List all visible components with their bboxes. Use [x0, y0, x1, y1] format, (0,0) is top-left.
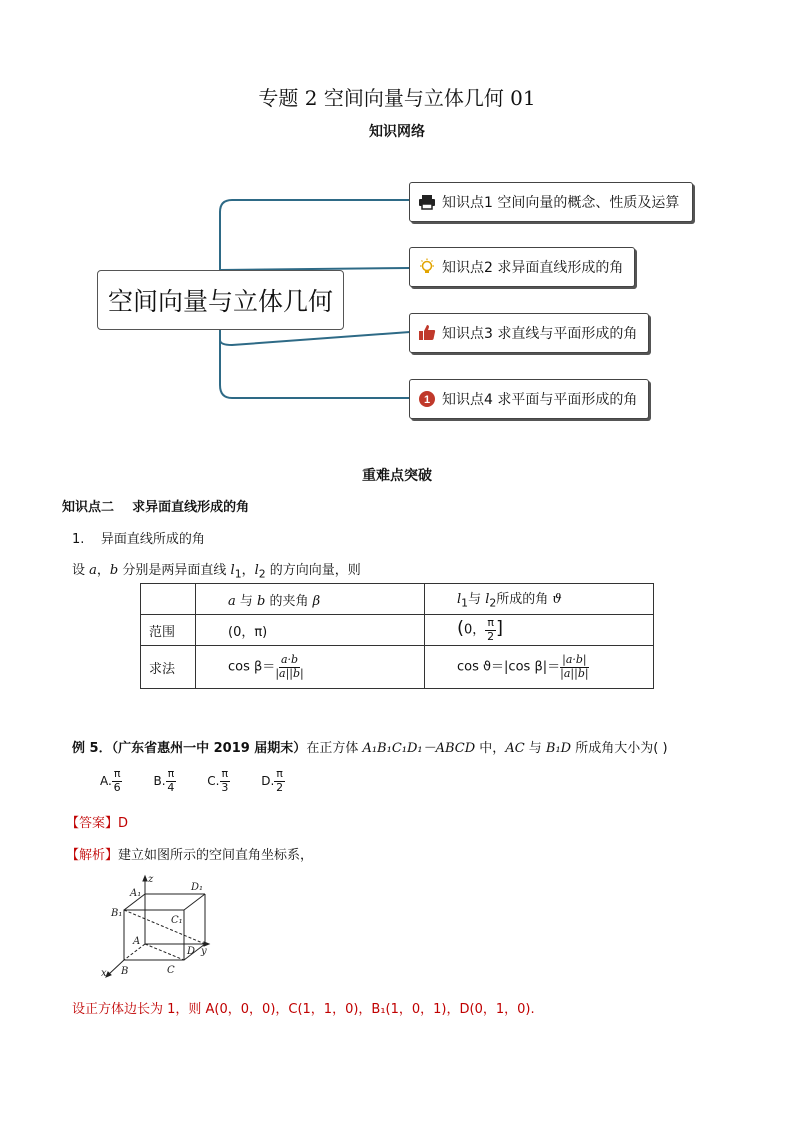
axis-label-x: x	[101, 968, 107, 979]
formula-prefix: cos ϑ＝|cos β|＝	[457, 659, 561, 675]
fraction-numerator: π	[113, 767, 121, 780]
subscript: 2	[489, 596, 497, 610]
option-letter: A.	[100, 774, 112, 789]
bracket-left: (	[457, 617, 465, 639]
vertex-d: D	[187, 946, 196, 957]
mindmap-branch-3-label: 知识点3 求直线与平面形成的角	[442, 326, 638, 342]
option-letter: C.	[207, 774, 220, 789]
var-a: a	[89, 563, 97, 578]
var-theta: β	[312, 593, 321, 609]
option-a[interactable]	[100, 768, 122, 794]
fraction-numerator: a·b	[280, 652, 299, 666]
subscript: 1	[234, 567, 242, 581]
var-b: b	[109, 563, 119, 578]
mindmap-branch-4-label: 知识点4 求平面与平面形成的角	[442, 392, 638, 408]
angle-table	[140, 583, 654, 689]
option-c[interactable]	[207, 768, 230, 794]
fraction-numerator: π	[487, 615, 494, 629]
fraction-denominator: 2	[276, 780, 284, 794]
option-fraction	[220, 768, 231, 794]
row-label-range: 范围	[141, 615, 196, 646]
vertex-b: B	[121, 966, 129, 977]
intro-sep: ，	[241, 563, 255, 578]
analysis-text: 建立如图所示的空间直角坐标系，	[118, 848, 314, 863]
fraction-numerator: π	[221, 767, 229, 780]
mindmap-root-node: 空间向量与立体几何	[97, 270, 344, 330]
option-letter: D.	[261, 774, 275, 789]
vertex-d1: D₁	[191, 882, 204, 893]
number-one-icon	[418, 390, 436, 408]
formula-fraction	[275, 654, 303, 680]
thumbs-up-icon	[418, 324, 436, 342]
lightbulb-icon	[418, 258, 436, 276]
table-header-empty	[141, 584, 196, 615]
item-heading: 1. 异面直线所成的角	[72, 532, 205, 547]
fraction-denominator: 6	[113, 780, 121, 794]
range-vector-angle: (0，π)	[196, 615, 425, 646]
question-text: 与	[524, 741, 546, 756]
var-l2: l	[485, 592, 490, 608]
cube-coordinate-figure	[100, 872, 220, 980]
knowledge-point-heading: 知识点二 求异面直线形成的角	[62, 500, 250, 515]
header-text: 的夹角	[265, 593, 313, 609]
fraction-numerator: π	[167, 767, 175, 780]
section-heading-knowledge-network: 知识网络	[369, 124, 425, 140]
header-text: 与	[235, 593, 258, 609]
formula-prefix: cos β＝	[228, 659, 276, 675]
fraction-denominator: |a||b|	[560, 666, 589, 680]
option-fraction	[274, 768, 285, 794]
range-line-angle	[425, 615, 654, 646]
pi-over-2	[485, 617, 496, 643]
question-text: 所成角大小为( )	[571, 741, 668, 756]
answer-label: 【答案】	[66, 816, 119, 831]
mindmap-branch-3	[409, 313, 649, 353]
method-vector-angle	[196, 646, 425, 689]
intro-line	[72, 559, 361, 581]
answer-value: D	[118, 816, 129, 831]
example-source: （广东省惠州一中 2019 届期末）	[111, 741, 307, 756]
vertex-a: A	[133, 936, 141, 947]
header-text: 与	[468, 592, 486, 608]
segment-ac: AC	[505, 741, 525, 756]
mindmap-branch-1	[409, 182, 693, 222]
fraction-denominator: 4	[167, 780, 175, 794]
page-title: 专题 2 空间向量与立体几何 01	[258, 86, 536, 110]
fraction-numerator: |a·b|	[562, 652, 587, 666]
formula-fraction	[560, 654, 589, 680]
fraction-denominator: |a||b|	[275, 666, 304, 680]
section-heading-key-points: 重难点突破	[362, 468, 432, 484]
intro-text: 设	[72, 563, 90, 578]
cube-name: A₁B₁C₁D₁－ABCD	[362, 741, 476, 756]
method-line-angle	[425, 646, 654, 689]
option-d[interactable]	[261, 768, 285, 794]
var-l1: l	[230, 563, 235, 578]
var-l2: l	[254, 563, 259, 578]
segment-b1d: B₁D	[545, 741, 572, 756]
mindmap-branch-2-label: 知识点2 求异面直线形成的角	[442, 260, 624, 276]
subscript: 2	[258, 567, 266, 581]
row-label-method: 求法	[141, 646, 196, 689]
option-letter: B.	[153, 774, 166, 789]
mindmap-branch-4	[409, 379, 649, 419]
options-row	[100, 768, 311, 794]
table-header-vector-angle	[196, 584, 425, 615]
option-b[interactable]	[154, 768, 177, 794]
mindmap-branch-1-label: 知识点1 空间向量的概念、性质及运算	[442, 195, 680, 211]
example-label: 例 5．	[72, 741, 112, 756]
mindmap-branch-2	[409, 247, 635, 287]
intro-text: 分别是两异面直线	[118, 563, 231, 578]
question-text: 在正方体	[306, 741, 363, 756]
axis-label-z: z	[148, 874, 154, 885]
table-header-line-angle	[425, 584, 654, 615]
fraction-denominator: 2	[487, 629, 495, 643]
header-text: 所成的角	[496, 592, 553, 608]
var-theta: ϑ	[552, 592, 562, 608]
answer-line	[66, 812, 128, 831]
example-question	[72, 737, 668, 756]
analysis-line	[66, 844, 313, 863]
var-l1: l	[457, 592, 462, 608]
intro-sep: ，	[96, 563, 110, 578]
vertex-c1: C₁	[171, 915, 183, 926]
bracket-right: ]	[495, 617, 503, 639]
option-fraction	[166, 768, 177, 794]
var-a: a	[228, 593, 236, 609]
printer-icon	[418, 193, 436, 211]
axis-label-y: y	[201, 946, 207, 957]
question-text: 中，	[475, 741, 506, 756]
var-b: b	[257, 593, 266, 609]
conclusion-line: 设正方体边长为 1，则 A(0，0，0)，C(1，1，0)，B₁(1，0，1)，D(0，1，0).	[72, 1002, 535, 1017]
fraction-denominator: 3	[221, 780, 229, 794]
subscript: 1	[461, 596, 469, 610]
svg-text:1: 1	[423, 394, 431, 406]
vertex-a1: A₁	[130, 888, 142, 899]
fraction-numerator: π	[276, 767, 283, 780]
intro-text: 的方向向量，则	[265, 563, 361, 578]
range-start: 0，	[464, 622, 486, 638]
vertex-c: C	[167, 965, 175, 976]
analysis-label: 【解析】	[66, 848, 119, 863]
vertex-b1: B₁	[111, 908, 123, 919]
option-fraction	[112, 768, 123, 794]
mindmap-connectors	[0, 0, 794, 460]
